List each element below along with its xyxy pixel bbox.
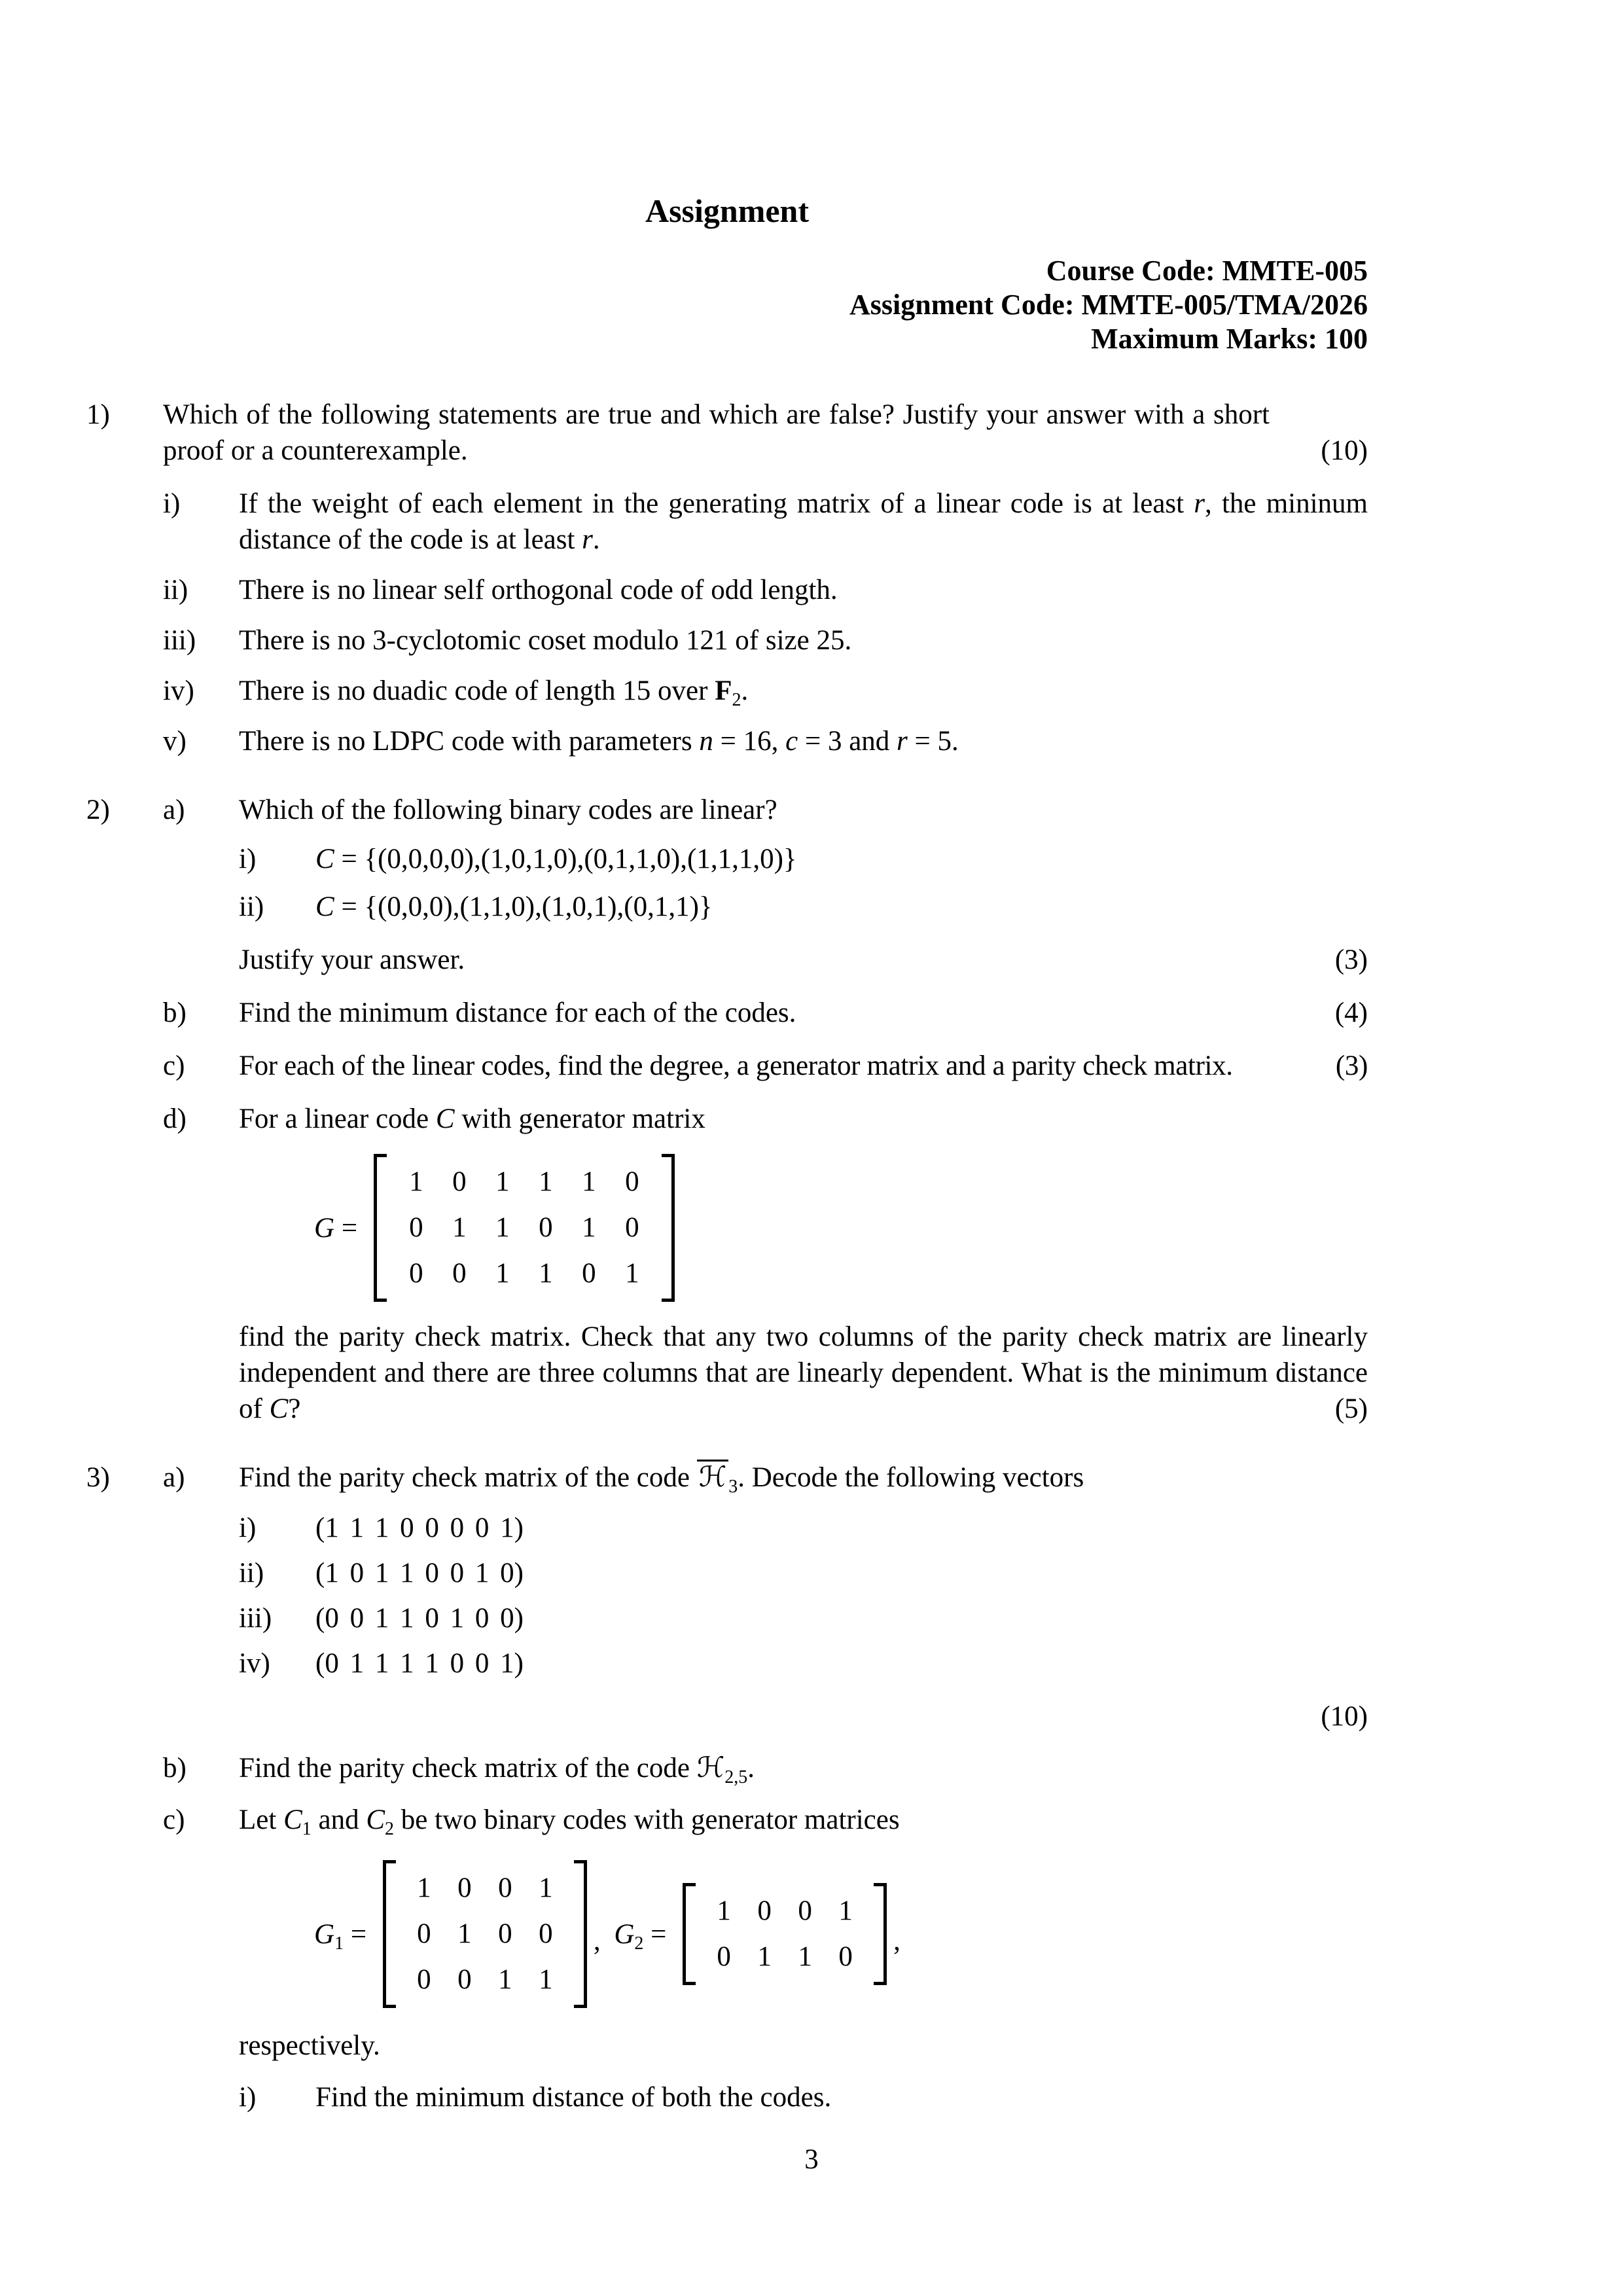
matrix-cell: 1	[495, 1258, 510, 1289]
text-run: Find the minimum distance of both the codes.	[315, 2082, 832, 2113]
matrix-bracket-right	[874, 1883, 887, 1985]
matrix-G1-grid	[396, 1860, 574, 2008]
text-run: ?	[288, 1393, 301, 1424]
item-text	[315, 2079, 1368, 2115]
text-run: Find the parity check matrix of the code	[239, 1462, 697, 1493]
q1-intro-text	[163, 397, 1368, 469]
text-run: Which of the following binary codes are linear?	[239, 795, 777, 825]
item-label: i)	[239, 1513, 257, 1543]
question-number: 1)	[86, 399, 110, 430]
matrix-cell: 0	[625, 1166, 639, 1197]
text-run: Find the minimum distance for each of the codes.	[239, 997, 796, 1028]
matrix-cell: 0	[717, 1941, 731, 1972]
item-label: ii)	[163, 575, 188, 605]
q1-item-iii	[163, 622, 1368, 658]
matrix-cell: 1	[409, 1166, 423, 1197]
matrix-G1-G2-equation	[314, 1860, 1368, 2008]
q2d-outro-row	[163, 1319, 1368, 1427]
item-text	[239, 1802, 1368, 1838]
q3a-item-i	[239, 1510, 1368, 1546]
comma-separator: ,	[893, 1925, 901, 1956]
matrix-cell: 1	[539, 1166, 553, 1197]
matrix-cell: 0	[539, 1918, 553, 1949]
q1-item-iv	[163, 673, 1368, 709]
text-run: , the mininum distance of the code is at least	[239, 488, 1368, 555]
subscript: 2,5	[724, 1767, 748, 1787]
q3c-item-i	[239, 2079, 1368, 2115]
q3a-row	[86, 1460, 1368, 1496]
q2b-row	[163, 995, 1368, 1031]
text-run: There is no duadic code of length 15 over	[239, 675, 715, 706]
text-run: .	[592, 524, 600, 555]
text-run: be two binary codes with generator matrices	[394, 1804, 900, 1835]
item-text	[239, 723, 1368, 759]
text-run: Justify your answer.	[239, 944, 465, 975]
q2b-marks: (4)	[1334, 997, 1368, 1028]
q1-item-ii	[163, 572, 1368, 608]
matrix-cell: 1	[457, 1918, 472, 1949]
matrix-cell: 1	[539, 1964, 553, 1995]
vector-value	[315, 1510, 1368, 1546]
matrix-bracket-left	[683, 1883, 696, 1985]
matrix-cell: 0	[838, 1941, 853, 1972]
var-r: r	[897, 726, 908, 757]
item-label: d)	[163, 1103, 187, 1134]
text-run: Let	[239, 1804, 284, 1835]
subscript: 1	[334, 1933, 344, 1954]
matrix-bracket-right	[574, 1860, 587, 2008]
respectively-text	[239, 2028, 1368, 2064]
var-c: c	[785, 726, 798, 757]
item-label: c)	[163, 1050, 185, 1081]
q2a-row	[86, 792, 1368, 828]
q1-item-v	[163, 723, 1368, 759]
item-text	[239, 792, 1368, 828]
item-label: v)	[163, 726, 187, 757]
matrix-cell: 0	[409, 1258, 423, 1289]
q2d-row	[163, 1101, 1368, 1137]
item-label: b)	[163, 997, 187, 1028]
item-label: ii)	[239, 891, 264, 922]
text-run: (0 1 1 1 1 0 0 1)	[315, 1648, 524, 1679]
item-text	[239, 995, 1368, 1031]
q2a-item-ii	[239, 889, 1368, 925]
matrix-cell: 0	[409, 1212, 423, 1243]
script-C: C	[435, 1103, 455, 1134]
item-text	[239, 1048, 1368, 1084]
q2a-marks: (3)	[1334, 944, 1368, 975]
matrix-cell: 1	[582, 1212, 596, 1243]
equals-sign: =	[344, 1918, 374, 1950]
matrix-cell: 0	[457, 1964, 472, 1995]
script-C: C	[315, 844, 334, 874]
matrix-cell: 1	[495, 1166, 510, 1197]
comma-separator: ,	[593, 1925, 608, 1956]
text-run: For each of the linear codes, find the degree, a generator matrix and a parity check matrix.	[239, 1050, 1233, 1081]
matrix-G-lhs	[314, 1210, 365, 1246]
item-text	[239, 1750, 1368, 1786]
matrix-cell: 0	[498, 1918, 512, 1949]
q2d-marks: (5)	[1334, 1393, 1368, 1424]
matrix-bracket-left	[383, 1860, 396, 2008]
script-H: ℋ	[696, 1751, 725, 1784]
item-label: i)	[239, 2082, 257, 2113]
item-label: iii)	[239, 1603, 272, 1634]
text-run: . Decode the following vectors	[738, 1462, 1084, 1493]
max-marks-line: Maximum Marks: 100	[1091, 323, 1368, 355]
matrix-cell: 1	[625, 1258, 639, 1289]
text-run: and	[311, 1804, 366, 1835]
item-label: i)	[163, 488, 181, 519]
matrix-G2-lhs	[614, 1916, 673, 1952]
code-set	[315, 841, 1368, 877]
matrix-G1	[383, 1860, 587, 2008]
matrix-cell: 0	[498, 1873, 512, 1903]
item-label: b)	[163, 1753, 187, 1784]
q2a-justify-row	[239, 942, 1368, 978]
justify-text	[239, 942, 1368, 978]
matrix-cell: 1	[539, 1873, 553, 1903]
item-text	[239, 673, 1368, 709]
text-run: There is no 3-cyclotomic coset modulo 121 of size 25.	[239, 625, 852, 656]
equals-sign: =	[643, 1918, 674, 1950]
item-label: a)	[163, 795, 185, 825]
code-set	[315, 889, 1368, 925]
matrix-cell: 0	[798, 1895, 812, 1926]
question-2	[86, 792, 1368, 1427]
vector-value	[315, 1555, 1368, 1591]
text-run: with generator matrix	[454, 1103, 705, 1134]
var-G: G	[314, 1918, 335, 1950]
matrix-cell: 0	[625, 1212, 639, 1243]
text-run: For a linear code	[239, 1103, 436, 1134]
q3a-item-iii	[239, 1600, 1368, 1636]
text-run: = 16,	[713, 726, 786, 757]
subscript: 2	[732, 690, 741, 710]
q3c-respectively-row	[163, 2028, 1368, 2064]
question-number: 3)	[86, 1462, 110, 1493]
item-label: c)	[163, 1804, 185, 1835]
question-1	[86, 397, 1368, 759]
question-3	[86, 1460, 1368, 2115]
item-label: iv)	[239, 1648, 270, 1679]
vector-value	[315, 1600, 1368, 1636]
subscript: 3	[728, 1477, 738, 1497]
text-run: (1 1 1 0 0 0 0 1)	[315, 1513, 524, 1543]
item-text	[239, 486, 1368, 558]
matrix-cell: 0	[452, 1258, 467, 1289]
matrix-G-grid	[387, 1154, 662, 1302]
q1-intro-row	[86, 397, 1368, 469]
matrix-bracket-right	[662, 1154, 675, 1302]
code-H3-overline	[697, 1460, 729, 1492]
q2d-outro-text	[239, 1319, 1368, 1427]
matrix-G1-lhs	[314, 1916, 374, 1952]
q1-marks: (10)	[1321, 435, 1368, 466]
item-text	[239, 1460, 1368, 1496]
q3a-item-ii	[239, 1555, 1368, 1591]
subscript: 2	[385, 1819, 395, 1839]
matrix-G2-grid	[696, 1883, 874, 1985]
matrix-cell: 0	[417, 1918, 431, 1949]
q2d-outro-body	[239, 1319, 1368, 1427]
equals-sign: =	[334, 1212, 365, 1244]
q3b-row	[163, 1750, 1368, 1786]
var-G: G	[314, 1212, 335, 1244]
matrix-cell: 1	[498, 1964, 512, 1995]
matrix-cell: 1	[582, 1166, 596, 1197]
q3a-item-iv	[239, 1645, 1368, 1681]
matrix-cell: 1	[539, 1258, 553, 1289]
script-H: ℋ	[698, 1461, 727, 1494]
script-C: C	[366, 1804, 385, 1835]
matrix-cell: 0	[582, 1258, 596, 1289]
script-C: C	[315, 891, 334, 922]
text-run: respectively.	[239, 2030, 380, 2061]
script-C: C	[269, 1393, 289, 1424]
matrix-cell: 1	[717, 1895, 731, 1926]
set-value: = {(0,0,0,0),(1,0,1,0),(0,1,1,0),(1,1,1,0)}	[334, 844, 797, 874]
item-text	[239, 572, 1368, 608]
text-run: If the weight of each element in the generating matrix of a linear code is at least	[239, 488, 1194, 519]
matrix-cell: 1	[417, 1873, 431, 1903]
text-run: There is no LDPC code with parameters	[239, 726, 700, 757]
assignment-code-line: Assignment Code: MMTE-005/TMA/2026	[849, 289, 1368, 321]
var-r: r	[582, 524, 593, 555]
matrix-cell: 1	[798, 1941, 812, 1972]
item-label: iii)	[163, 625, 196, 656]
matrix-cell: 1	[838, 1895, 853, 1926]
text-run: .	[747, 1753, 755, 1784]
matrix-cell: 0	[539, 1212, 553, 1243]
text-run: There is no linear self orthogonal code of odd length.	[239, 575, 838, 605]
item-label: i)	[239, 844, 257, 874]
item-label: a)	[163, 1462, 185, 1493]
q3c-row	[163, 1802, 1368, 1838]
text-run: = 5.	[907, 726, 959, 757]
item-text	[239, 622, 1368, 658]
field-F: F	[715, 675, 732, 706]
q2c-row	[163, 1048, 1368, 1084]
matrix-G2	[683, 1883, 887, 1985]
set-value: = {(0,0,0),(1,1,0),(1,0,1),(0,1,1)}	[334, 891, 713, 922]
matrix-cell: 0	[757, 1895, 772, 1926]
text-run: (0 0 1 1 0 1 0 0)	[315, 1603, 524, 1634]
matrix-cell: 1	[757, 1941, 772, 1972]
page-content	[86, 0, 1368, 2115]
page-title: Assignment	[645, 192, 810, 229]
text-run: find the parity check matrix. Check that any two columns of the parity check matrix are linearly independent and there are three columns that are linearly dependent. What is the minimum distance of	[239, 1321, 1368, 1424]
script-C: C	[283, 1804, 302, 1835]
matrix-bracket-left	[374, 1154, 387, 1302]
q2a-item-i	[239, 841, 1368, 877]
text-run: Find the parity check matrix of the code	[239, 1753, 697, 1784]
item-label: iv)	[163, 675, 194, 706]
q1-intro-span: Which of the following statements are true and which are false? Justify your answer with a short proof or a counterexample.	[163, 399, 1270, 466]
matrix-cell: 1	[452, 1212, 467, 1243]
matrix-G-equation	[314, 1154, 1368, 1302]
header-info	[86, 254, 1368, 356]
matrix-cell: 0	[417, 1964, 431, 1995]
page-number: 3	[804, 2144, 819, 2175]
item-text	[239, 1101, 1368, 1137]
question-number: 2)	[86, 795, 110, 825]
text-run: (1 0 1 1 0 0 1 0)	[315, 1558, 524, 1588]
course-code-line: Course Code: MMTE-005	[1046, 255, 1368, 287]
q1-intro-body	[163, 397, 1368, 469]
matrix-cell: 0	[457, 1873, 472, 1903]
var-G: G	[614, 1918, 635, 1950]
var-r: r	[1194, 488, 1205, 519]
matrix-cell: 1	[495, 1212, 510, 1243]
text-run: = 3 and	[798, 726, 897, 757]
text-run: .	[741, 675, 749, 706]
subscript: 2	[634, 1933, 644, 1954]
subscript: 1	[302, 1819, 312, 1839]
var-n: n	[699, 726, 713, 757]
vector-value	[315, 1645, 1368, 1681]
matrix-G	[374, 1154, 675, 1302]
item-label: ii)	[239, 1558, 264, 1588]
q1-item-i	[163, 486, 1368, 558]
q2c-marks: (3)	[1335, 1050, 1368, 1081]
matrix-cell: 0	[452, 1166, 467, 1197]
q3a-marks: (10)	[1321, 1701, 1368, 1732]
